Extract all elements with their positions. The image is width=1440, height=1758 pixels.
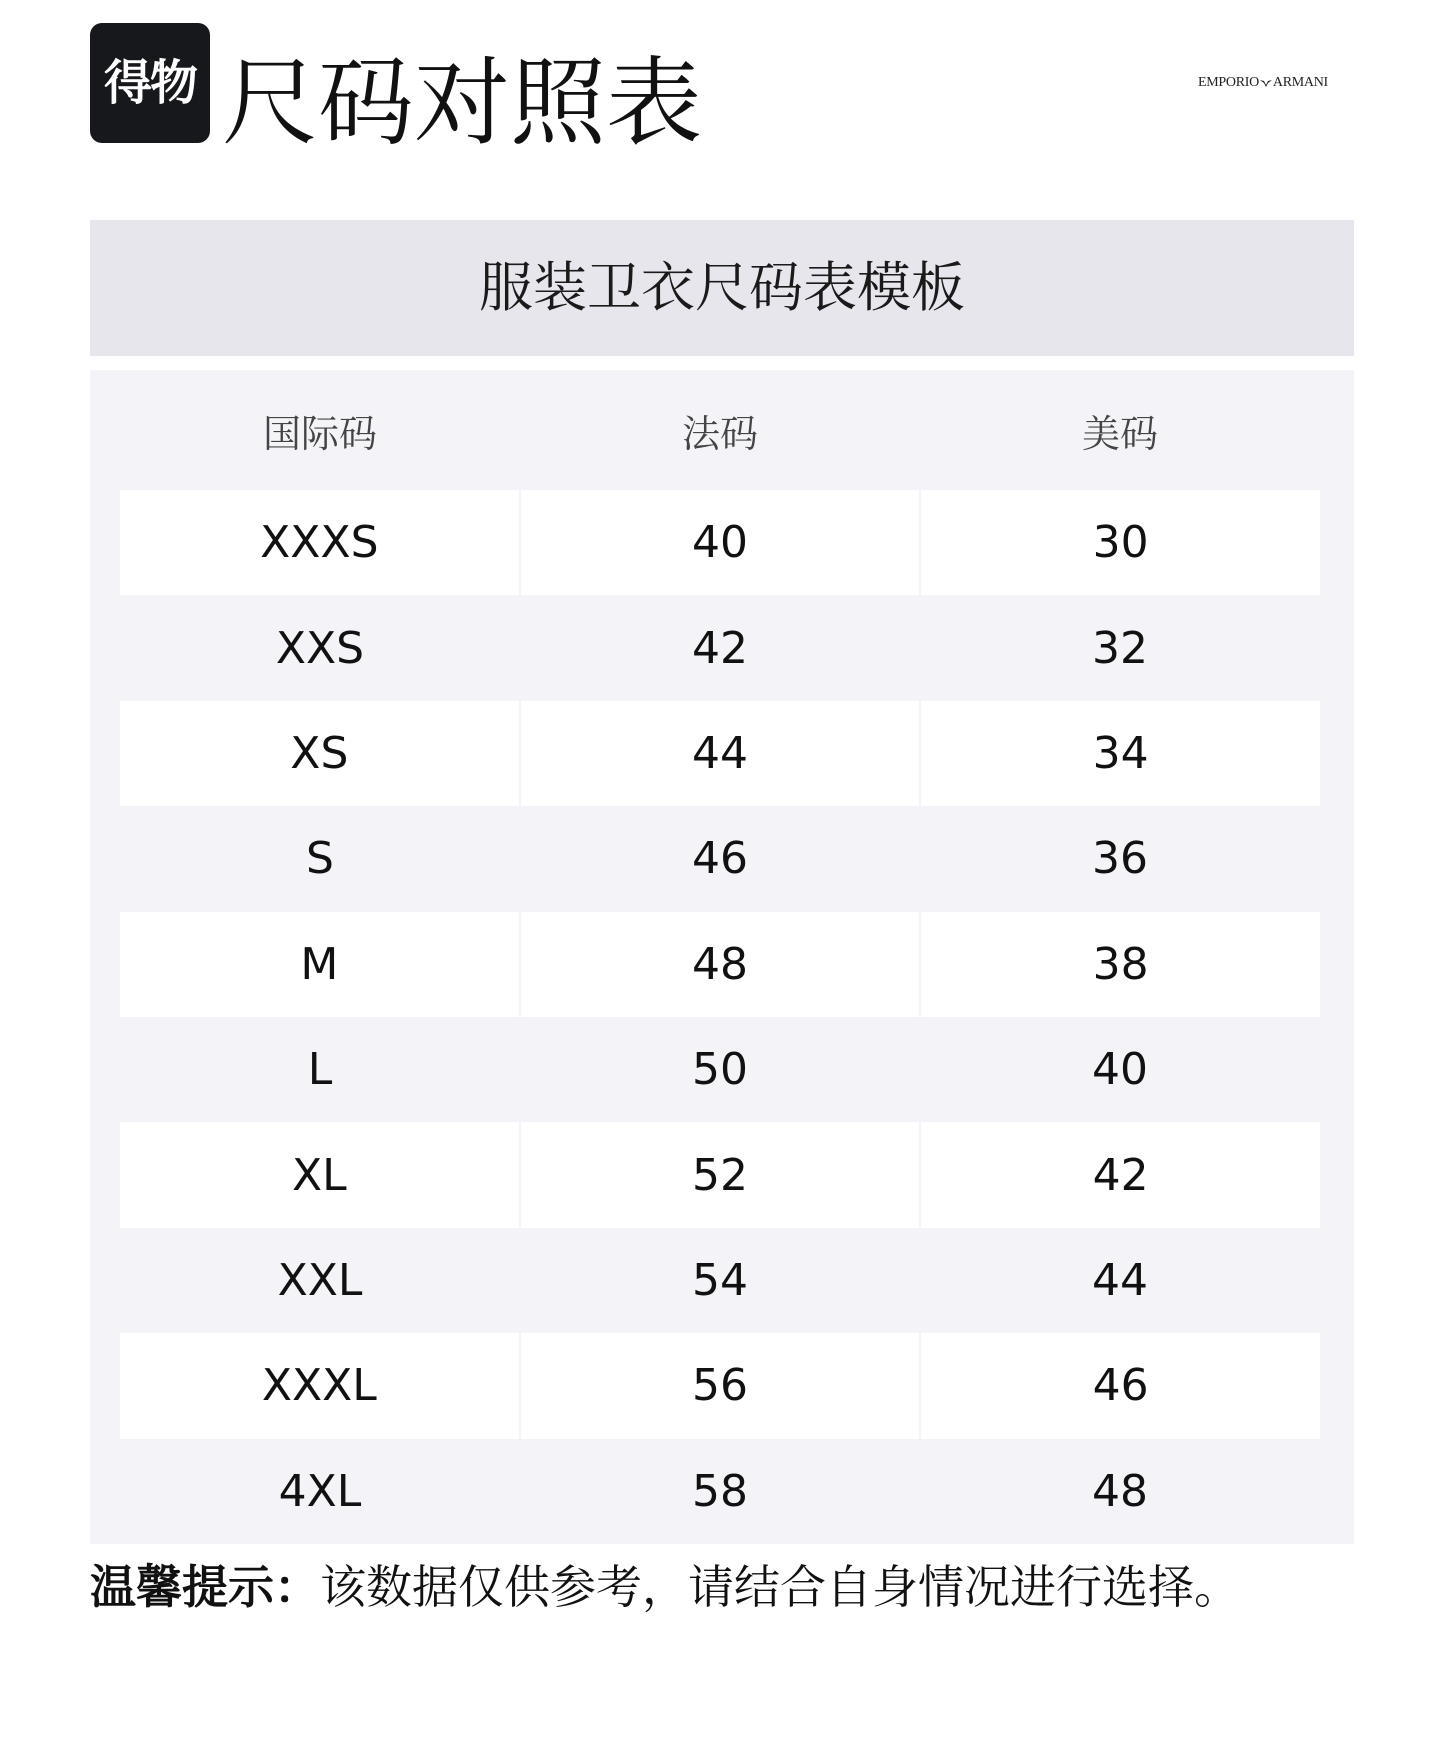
column-header-intl: 国际码 xyxy=(262,411,377,456)
table-row xyxy=(120,1439,1320,1544)
table-row xyxy=(120,1333,1320,1438)
cell-fr: 50 xyxy=(692,1044,748,1096)
cell-us: 38 xyxy=(919,912,1320,1017)
cell-intl: XXS xyxy=(275,622,365,674)
table-title-bar xyxy=(90,220,1354,356)
cell-us: 44 xyxy=(1092,1254,1148,1306)
table-row xyxy=(120,701,1320,806)
cell-us: 42 xyxy=(919,1122,1320,1227)
dewu-logo xyxy=(90,23,210,143)
cell-fr: 40 xyxy=(519,490,920,595)
table-row xyxy=(120,912,1320,1017)
table-row xyxy=(120,490,1320,595)
table-row xyxy=(120,806,1320,911)
cell-intl: XS xyxy=(120,701,519,806)
cell-us: 32 xyxy=(1092,622,1148,674)
logo-text: 得物 xyxy=(103,55,196,111)
cell-us: 30 xyxy=(919,490,1320,595)
cell-fr: 44 xyxy=(519,701,920,806)
cell-fr: 48 xyxy=(519,912,920,1017)
size-table xyxy=(90,370,1354,1544)
brand-logo xyxy=(1198,75,1328,91)
cell-us: 40 xyxy=(1092,1044,1148,1096)
table-row xyxy=(120,1228,1320,1333)
column-header-fr: 法码 xyxy=(681,411,758,456)
cell-us: 46 xyxy=(919,1333,1320,1438)
table-row xyxy=(120,1122,1320,1227)
cell-intl: 4XL xyxy=(278,1465,362,1517)
tip-label: 温馨提示： xyxy=(90,1560,320,1614)
cell-us: 34 xyxy=(919,701,1320,806)
cell-fr: 46 xyxy=(692,833,748,885)
cell-fr: 56 xyxy=(519,1333,920,1438)
cell-us: 36 xyxy=(1092,833,1148,885)
table-row xyxy=(120,595,1320,700)
tip-note xyxy=(90,1560,1240,1615)
table-header-row xyxy=(120,370,1320,490)
cell-us: 48 xyxy=(1092,1465,1148,1517)
cell-intl: M xyxy=(120,912,519,1017)
cell-intl: L xyxy=(307,1044,333,1096)
cell-fr: 52 xyxy=(519,1122,920,1227)
table-title: 服装卫衣尺码表模板 xyxy=(479,256,965,319)
cell-fr: 54 xyxy=(692,1254,748,1306)
column-header-us: 美码 xyxy=(1081,411,1158,456)
tip-text: 该数据仅供参考，请结合自身情况进行选择。 xyxy=(320,1560,1240,1614)
brand-name-right: ARMANI xyxy=(1272,75,1328,90)
table-body xyxy=(120,490,1320,1544)
cell-intl: XXL xyxy=(277,1254,363,1306)
cell-fr: 42 xyxy=(692,622,748,674)
cell-fr: 58 xyxy=(692,1465,748,1517)
eagle-icon xyxy=(1260,79,1272,87)
table-row xyxy=(120,1017,1320,1122)
cell-intl: S xyxy=(306,833,334,885)
page-title: 尺码对照表 xyxy=(222,47,702,159)
brand-name-left: EMPORIO xyxy=(1198,75,1259,90)
cell-intl: XXXL xyxy=(120,1333,519,1438)
cell-intl: XXXS xyxy=(120,490,519,595)
cell-intl: XL xyxy=(120,1122,519,1227)
